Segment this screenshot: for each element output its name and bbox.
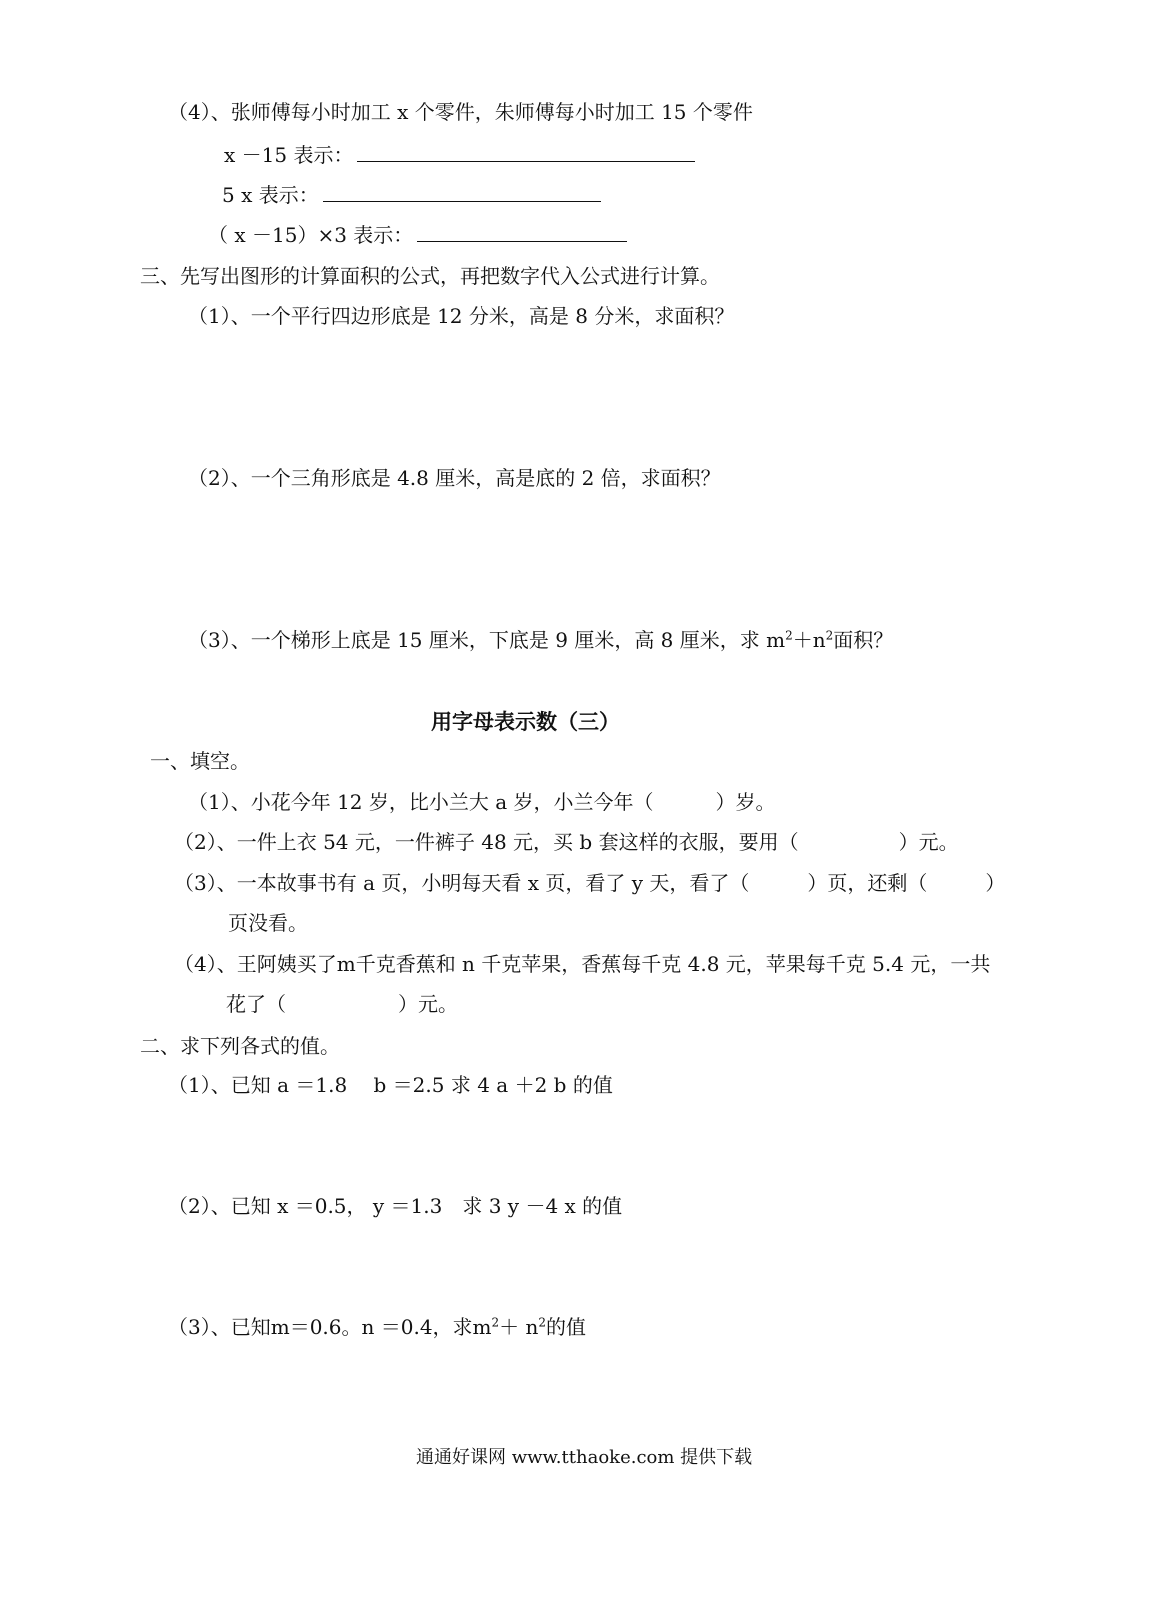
question-text: 花了（: [226, 992, 286, 1016]
page-footer: 通通好课网 www.tthaoke.com 提供下载: [416, 1447, 753, 1468]
evaluate-question-3: [168, 1313, 586, 1341]
question-text: 面积？: [833, 628, 894, 652]
worksheet-title: 用字母表示数（三）: [431, 709, 620, 734]
question-4-item-3: [208, 221, 627, 249]
question-4-item-2: [222, 181, 601, 209]
exponent: 2: [491, 1315, 500, 1330]
question-text: ＋n: [792, 628, 826, 652]
question-text: ）元。: [398, 992, 458, 1016]
section-3-question-3: [188, 626, 893, 654]
question-text: ）: [985, 871, 1006, 895]
evaluate-question-2: （2）、已知 x ＝0.5， y ＝1.3 求 3 y －4 x 的值: [168, 1194, 623, 1218]
question-text: （2）、一件上衣 54 元，一件裤子 48 元，买 b 套这样的衣服，要用（: [174, 830, 799, 854]
question-text: （3）、一个梯形上底是 15 厘米，下底是 9 厘米，高 8 厘米，求 m: [188, 628, 786, 652]
question-text: （3）、一本故事书有 a 页，小明每天看 x 页，看了 y 天，看了（: [174, 871, 750, 895]
section-3-heading: 三、先写出图形的计算面积的公式，再把数字代入公式进行计算。: [140, 264, 720, 288]
fill-question-4: （4）、王阿姨买了m千克香蕉和 n 千克苹果，香蕉每千克 4.8 元，苹果每千克 5.4 元，一共: [174, 952, 991, 976]
exponent: 2: [825, 628, 834, 643]
section-3-question-1: （1）、一个平行四边形底是 12 分米，高是 8 分米，求面积？: [188, 304, 735, 328]
question-4-item-1: [224, 141, 695, 169]
question-text: ）元。: [898, 830, 959, 854]
fill-question-4-continuation: [226, 990, 458, 1018]
answer-blank[interactable]: [323, 181, 601, 202]
question-text: ＋ n: [499, 1315, 539, 1339]
question-text: ）页，还剩（: [807, 871, 928, 895]
item-label: （ x －15）×3 表示：: [208, 223, 414, 247]
fill-question-2: [174, 828, 959, 856]
answer-blank[interactable]: [417, 221, 627, 242]
evaluate-question-1: （1）、已知 a ＝1.8 b ＝2.5 求 4 a ＋2 b 的值: [168, 1073, 613, 1097]
question-4-stem: （4）、张师傅每小时加工 x 个零件，朱师傅每小时加工 15 个零件: [168, 100, 753, 124]
exponent: 2: [538, 1315, 547, 1330]
fill-question-1: [188, 788, 776, 816]
fill-question-3-continuation: 页没看。: [228, 911, 308, 935]
answer-blank[interactable]: [357, 141, 695, 162]
exponent: 2: [785, 628, 793, 643]
item-label: x －15 表示：: [224, 143, 354, 167]
evaluate-heading: 二、求下列各式的值。: [140, 1034, 340, 1058]
question-text: ）岁。: [715, 790, 776, 814]
question-text: （3）、已知m＝0.6。n ＝0.4，求m: [168, 1315, 492, 1339]
fill-blank-heading: 一、填空。: [150, 749, 250, 773]
item-label: 5 x 表示：: [222, 183, 319, 207]
fill-question-3: [174, 869, 1005, 897]
question-text: 的值: [546, 1315, 587, 1339]
section-3-question-2: （2）、一个三角形底是 4.8 厘米，高是底的 2 倍，求面积？: [188, 466, 721, 490]
question-text: （1）、小花今年 12 岁，比小兰大 a 岁，小兰今年（: [188, 790, 654, 814]
